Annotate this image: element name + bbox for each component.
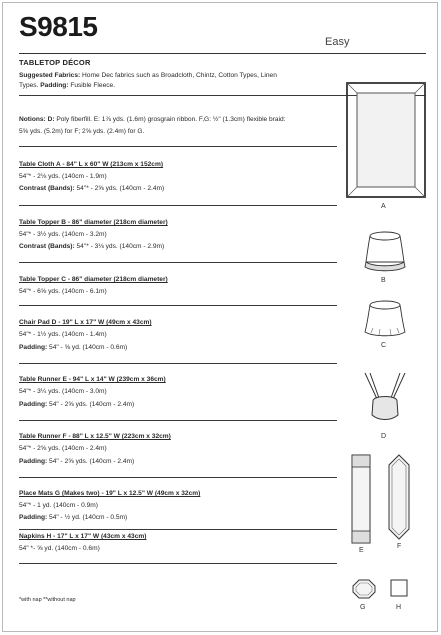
yardage-line: 54"* - 2⅝ yds. (140cm - 2.4m)	[19, 445, 107, 452]
place-mat-illustration	[351, 578, 377, 600]
divider	[19, 477, 337, 478]
yardage-line: 54"* - 3¼ yds. (140cm - 3.0m)	[19, 388, 107, 395]
divider	[19, 563, 337, 564]
divider	[19, 262, 337, 263]
yardage-line: Padding: 54" - 2⅝ yds. (140cm - 2.4m)	[19, 401, 135, 408]
section-heading-e: Table Runner E - 94" L x 14" W (239cm x 36cm)	[19, 376, 166, 383]
pattern-number: S9815	[19, 11, 98, 42]
divider	[19, 146, 337, 147]
yardage-line: 54"* - 6⅝ yds. (140cm - 6.1m)	[19, 288, 107, 295]
header-divider	[19, 53, 426, 54]
table-runner-f-illustration	[387, 453, 411, 541]
divider	[19, 420, 337, 421]
view-label-h: H	[396, 604, 402, 611]
section-heading-f: Table Runner F - 88" L x 12.5" W (223cm x 32cm)	[19, 433, 171, 440]
fabrics-line-2: Types. Padding: Fusible Fleece.	[19, 82, 116, 89]
view-label-g: G	[360, 604, 366, 611]
notions-line-1: Notions: D: Poly fiberfill. E: 1⅞ yds. (1.6m) grosgrain ribbon. F,G: ½" (1.3cm) flexible braid:	[19, 116, 286, 123]
view-label-a: A	[381, 203, 386, 210]
table-topper-c-illustration	[361, 295, 409, 339]
yardage-line: Contrast (Bands): 54"* - 2⅝ yds. (140cm - 2.4m)	[19, 185, 165, 192]
fabrics-line-1: Suggested Fabrics: Home Dec fabrics such as Broadcloth, Chintz, Cotton Types, Linen	[19, 72, 277, 79]
section-heading-c: Table Topper C - 86" diameter (218cm diameter)	[19, 276, 168, 283]
yardage-line: 54"* - 3½ yds. (140cm - 3.2m)	[19, 231, 107, 238]
yardage-line: Padding: 54" - 2⅝ yds. (140cm - 2.4m)	[19, 458, 135, 465]
yardage-line: 54"* - 2⅛ yds. (140cm - 1.9m)	[19, 173, 107, 180]
view-label-c: C	[381, 342, 387, 349]
skill-level: Easy	[325, 36, 350, 48]
section-heading-a: Table Cloth A - 84" L x 60" W (213cm x 152cm)	[19, 161, 164, 168]
divider	[19, 363, 337, 364]
notions-line-2: 5⅝ yds. (5.2m) for F; 2⅝ yds. (2.4m) for G.	[19, 128, 145, 135]
divider	[19, 529, 337, 530]
tablecloth-illustration	[345, 81, 427, 199]
section-heading-d: Chair Pad D - 19" L x 17" W (49cm x 43cm)	[19, 319, 152, 326]
yardage-line: 54" *- ⅝ yd. (140cm - 0.6m)	[19, 545, 100, 552]
yardage-line: 54"* - 1½ yds. (140cm - 1.4m)	[19, 331, 107, 338]
section-heading-g: Place Mats G (Makes two) - 19" L x 12.5" W (49cm x 32cm)	[19, 490, 201, 497]
divider	[19, 305, 337, 306]
view-label-d: D	[381, 433, 387, 440]
yardage-line: Padding: 54" - ⅝ yd. (140cm - 0.6m)	[19, 344, 128, 351]
yardage-line: 54"* - 1 yd. (140cm - 0.9m)	[19, 502, 98, 509]
yardage-line: Contrast (Bands): 54"* - 3⅛ yds. (140cm - 2.9m)	[19, 243, 165, 250]
table-runner-e-illustration	[350, 453, 372, 545]
nap-footnote: *with nap **without nap	[19, 597, 76, 603]
view-label-b: B	[381, 277, 386, 284]
view-label-e: E	[359, 547, 364, 554]
section-heading-b: Table Topper B - 86" diameter (218cm diameter)	[19, 219, 168, 226]
napkin-illustration	[389, 578, 409, 598]
chair-pad-illustration	[361, 371, 409, 427]
yardage-line: Padding: 54" - ½ yd. (140cm - 0.5m)	[19, 514, 128, 521]
pattern-back-page	[2, 2, 438, 632]
pattern-title: TABLETOP DÉCOR	[19, 58, 91, 67]
table-topper-b-illustration	[361, 229, 409, 273]
view-label-f: F	[397, 543, 402, 550]
section-heading-h: Napkins H - 17" L x 17" W (43cm x 43cm)	[19, 533, 147, 540]
divider	[19, 205, 337, 206]
